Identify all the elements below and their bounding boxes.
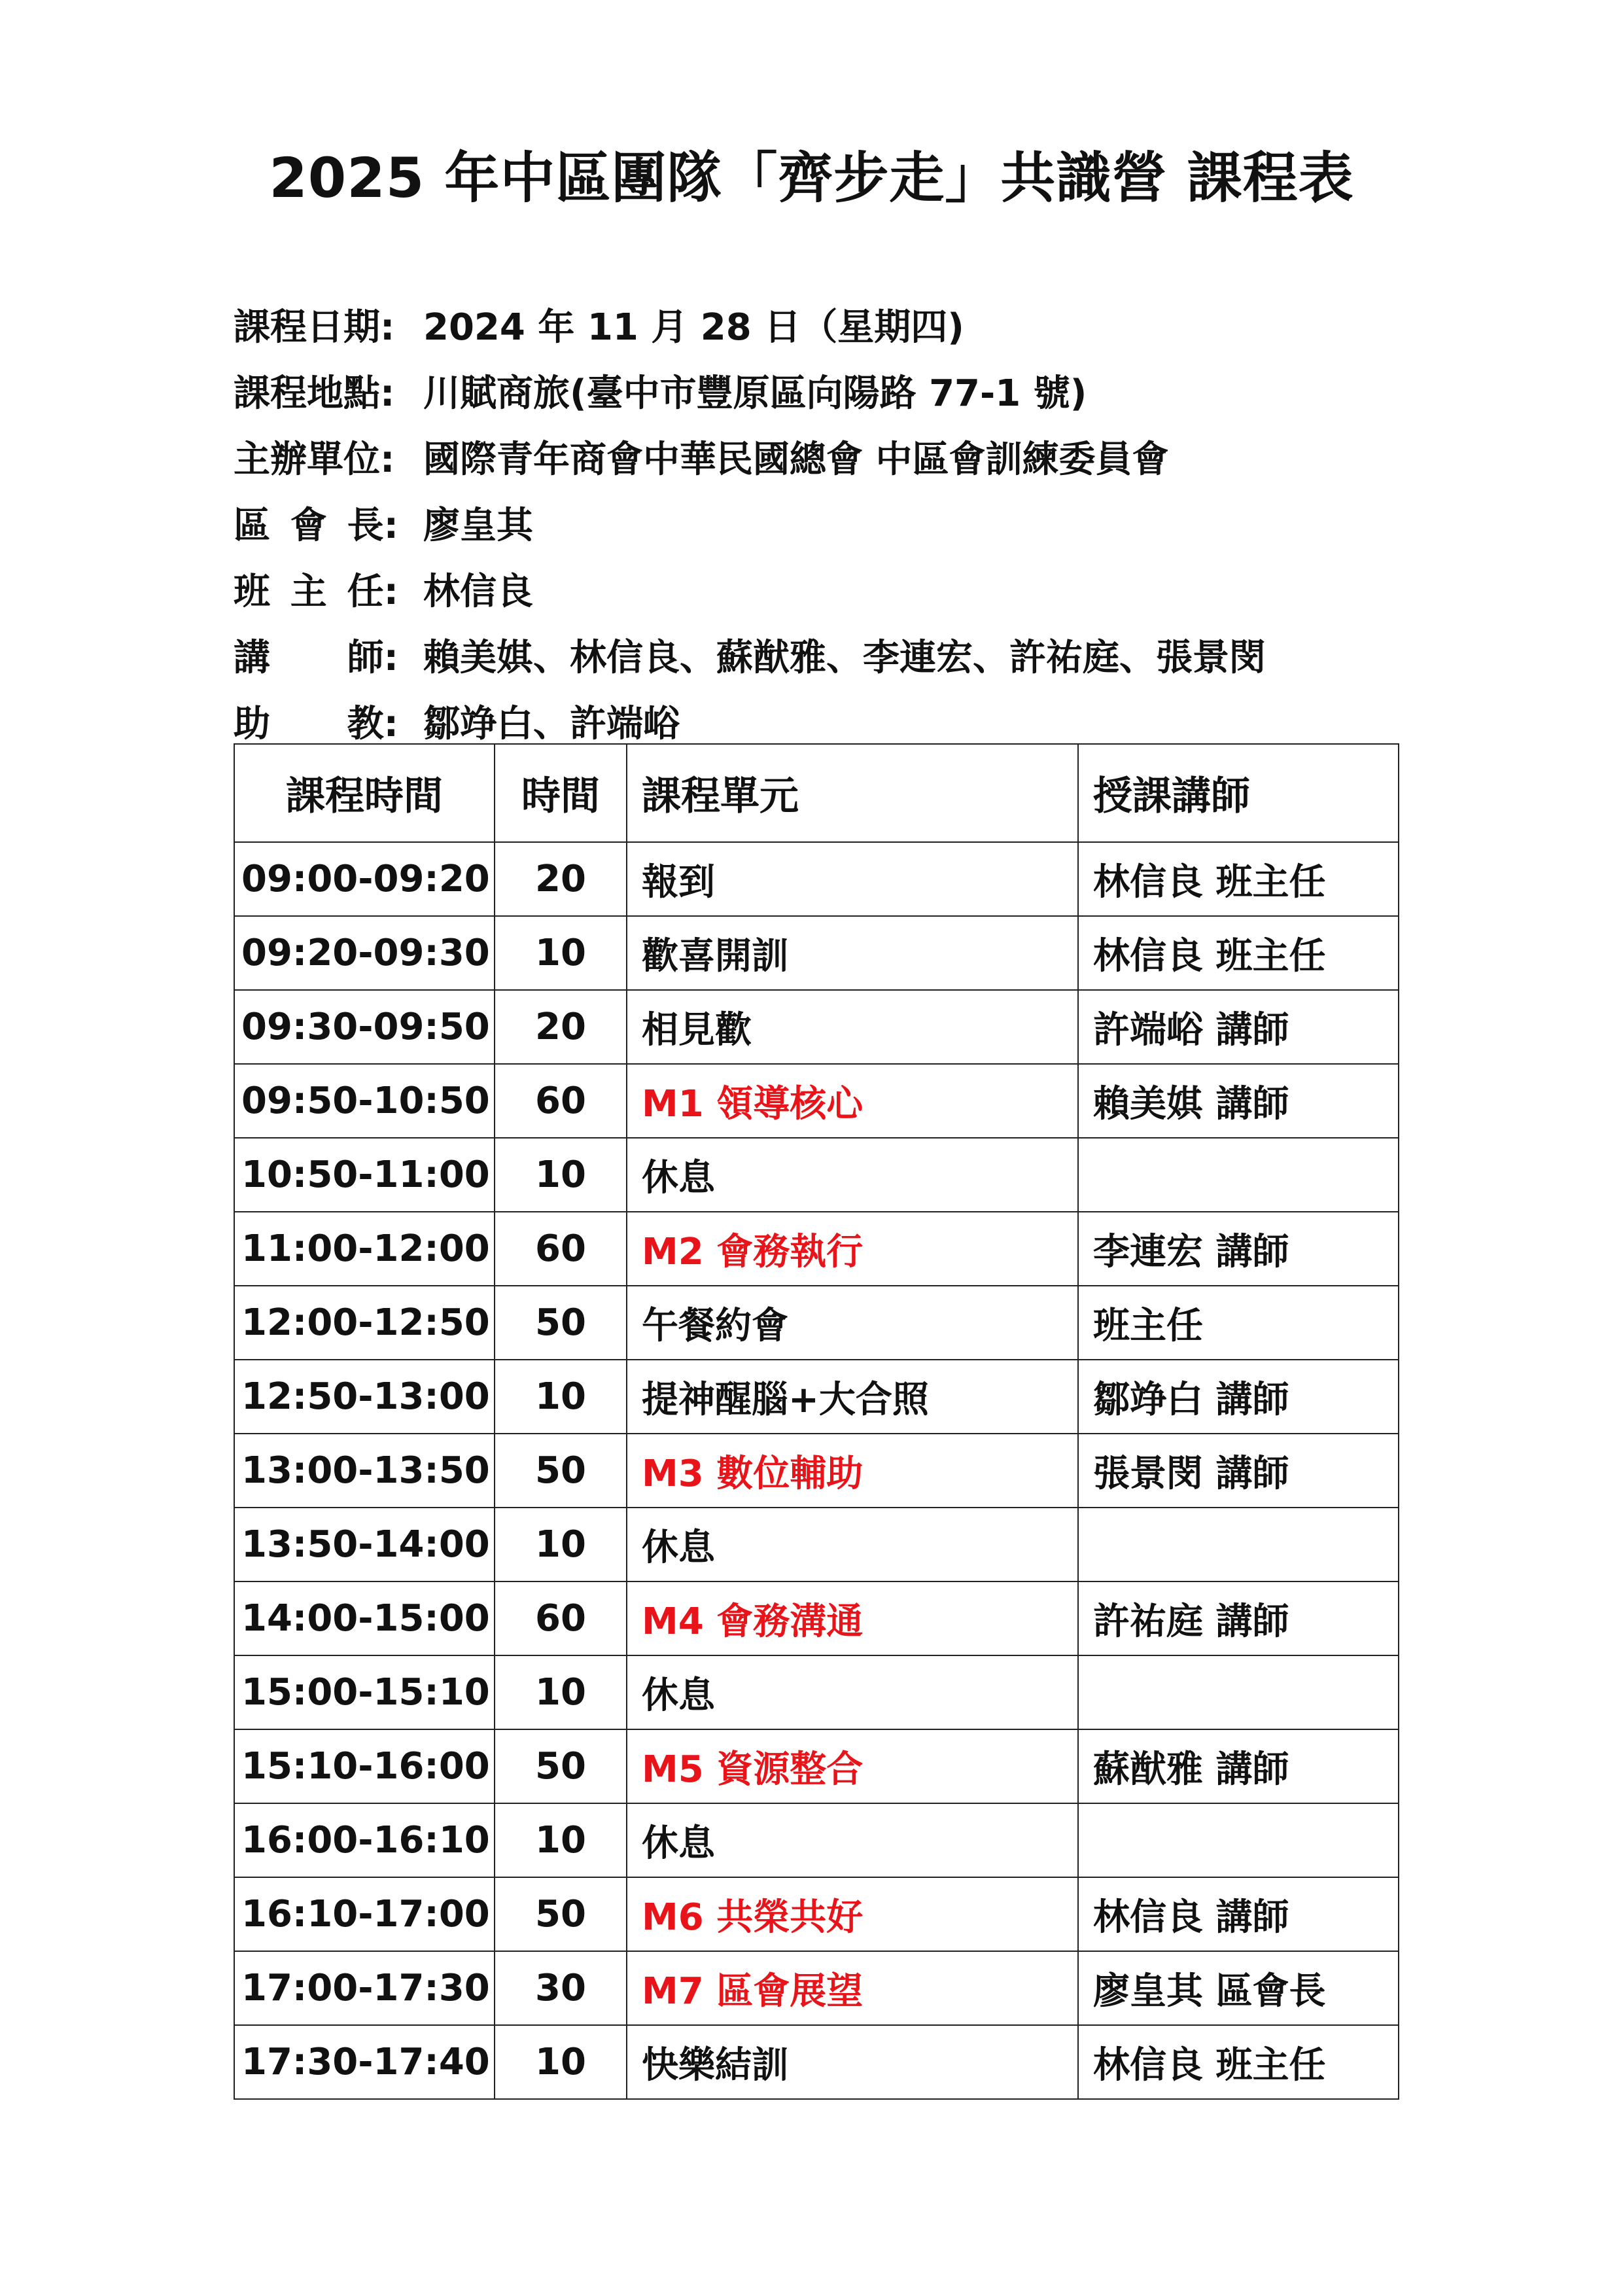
cell-instructor: 許祐庭 講師: [1078, 1581, 1399, 1655]
cell-course-time: 11:00-12:00: [234, 1212, 495, 1286]
table-row: [234, 1064, 1399, 1138]
cell-course-unit: M1 領導核心: [627, 1064, 1078, 1138]
cell-instructor: 林信良 班主任: [1078, 842, 1399, 916]
cell-duration: 10: [495, 916, 627, 990]
cell-course-time: 09:20-09:30: [234, 916, 495, 990]
info-label: [234, 563, 398, 615]
cell-course-unit: M7 區會展望: [627, 1951, 1078, 2025]
cell-course-unit: 歡喜開訓: [627, 916, 1078, 990]
info-label-char: 任:: [347, 570, 398, 613]
cell-duration: 50: [495, 1434, 627, 1508]
table-row: [234, 1951, 1399, 2025]
info-value: 廖皇其: [423, 504, 533, 547]
cell-duration: 20: [495, 990, 627, 1064]
cell-course-unit: 午餐約會: [627, 1286, 1078, 1360]
table-row: [234, 1212, 1399, 1286]
cell-instructor: [1078, 1803, 1399, 1877]
header-duration: 時間: [495, 744, 627, 842]
cell-duration: 20: [495, 842, 627, 916]
cell-duration: 30: [495, 1951, 627, 2025]
page-title: 2025 年中區團隊「齊步走」共識營 課程表: [269, 146, 1354, 210]
info-value: 2024 年 11 月 28 日（星期四): [423, 306, 964, 349]
cell-duration: 10: [495, 2025, 627, 2099]
cell-course-unit: M3 數位輔助: [627, 1434, 1078, 1508]
table-row: [234, 1581, 1399, 1655]
table-row: [234, 1803, 1399, 1877]
cell-course-unit: 相見歡: [627, 990, 1078, 1064]
cell-duration: 60: [495, 1581, 627, 1655]
cell-course-time: 09:00-09:20: [234, 842, 495, 916]
cell-course-unit: 休息: [627, 1655, 1078, 1729]
cell-instructor: 廖皇其 區會長: [1078, 1951, 1399, 2025]
cell-course-unit: M5 資源整合: [627, 1729, 1078, 1803]
info-label-char: 講: [234, 636, 270, 679]
cell-instructor: [1078, 1138, 1399, 1212]
cell-instructor: 蘇猷雅 講師: [1078, 1729, 1399, 1803]
schedule-table: [234, 743, 1399, 2100]
cell-duration: 60: [495, 1212, 627, 1286]
cell-course-unit: M4 會務溝通: [627, 1581, 1078, 1655]
cell-course-time: 14:00-15:00: [234, 1581, 495, 1655]
info-row: [234, 622, 1411, 688]
info-label-char: 主: [290, 570, 327, 613]
cell-course-time: 12:50-13:00: [234, 1360, 495, 1434]
cell-duration: 50: [495, 1286, 627, 1360]
cell-instructor: 賴美娸 講師: [1078, 1064, 1399, 1138]
cell-instructor: 班主任: [1078, 1286, 1399, 1360]
cell-duration: 10: [495, 1655, 627, 1729]
cell-course-time: 16:00-16:10: [234, 1803, 495, 1877]
cell-duration: 10: [495, 1138, 627, 1212]
cell-course-unit: 快樂結訓: [627, 2025, 1078, 2099]
cell-duration: 10: [495, 1360, 627, 1434]
cell-instructor: 許端峪 講師: [1078, 990, 1399, 1064]
cell-instructor: [1078, 1508, 1399, 1581]
info-label-char: 區: [234, 504, 270, 547]
table-row: [234, 1360, 1399, 1434]
info-row: [234, 489, 1411, 556]
cell-course-time: 15:10-16:00: [234, 1729, 495, 1803]
cell-course-unit: 報到: [627, 842, 1078, 916]
info-value: 賴美娸、林信良、蘇猷雅、李連宏、許祐庭、張景閔: [423, 636, 1266, 679]
cell-course-unit: 休息: [627, 1508, 1078, 1581]
cell-duration: 10: [495, 1803, 627, 1877]
table-row: [234, 1508, 1399, 1581]
info-label-char: 班: [234, 570, 270, 613]
cell-course-unit: M6 共榮共好: [627, 1877, 1078, 1951]
table-row: [234, 990, 1399, 1064]
info-value: 川賦商旅(臺中市豐原區向陽路 77-1 號): [423, 372, 1087, 415]
table-row: [234, 1877, 1399, 1951]
info-value: 林信良: [423, 570, 533, 613]
cell-course-unit: 提神醒腦+大合照: [627, 1360, 1078, 1434]
header-course-unit: 課程單元: [627, 744, 1078, 842]
cell-course-time: 13:50-14:00: [234, 1508, 495, 1581]
table-row: [234, 1434, 1399, 1508]
table-row: [234, 2025, 1399, 2099]
cell-instructor: 林信良 講師: [1078, 1877, 1399, 1951]
info-label-char: 長:: [347, 504, 398, 547]
cell-duration: 10: [495, 1508, 627, 1581]
table-row: [234, 916, 1399, 990]
cell-instructor: 林信良 班主任: [1078, 2025, 1399, 2099]
cell-instructor: 林信良 班主任: [1078, 916, 1399, 990]
header-course-time: 課程時間: [234, 744, 495, 842]
cell-instructor: 李連宏 講師: [1078, 1212, 1399, 1286]
header-instructor: 授課講師: [1078, 744, 1399, 842]
cell-course-unit: M2 會務執行: [627, 1212, 1078, 1286]
info-label-char: 會: [290, 504, 327, 547]
table-row: [234, 1138, 1399, 1212]
cell-duration: 60: [495, 1064, 627, 1138]
table-header-row: [234, 744, 1399, 842]
table-row: [234, 1286, 1399, 1360]
cell-course-time: 09:50-10:50: [234, 1064, 495, 1138]
info-label: [234, 497, 398, 549]
info-label: 課程日期:: [234, 306, 395, 349]
info-value: 國際青年商會中華民國總會 中區會訓練委員會: [423, 438, 1169, 481]
info-label: 主辦單位:: [234, 438, 395, 481]
cell-instructor: 鄒竫白 講師: [1078, 1360, 1399, 1434]
cell-course-time: 17:30-17:40: [234, 2025, 495, 2099]
info-row: [234, 357, 1411, 423]
cell-course-time: 13:00-13:50: [234, 1434, 495, 1508]
info-label: [234, 629, 398, 681]
cell-course-time: 09:30-09:50: [234, 990, 495, 1064]
info-label-char: 助: [234, 702, 270, 745]
info-label: 課程地點:: [234, 372, 395, 415]
cell-course-unit: 休息: [627, 1138, 1078, 1212]
table-row: [234, 1729, 1399, 1803]
cell-instructor: [1078, 1655, 1399, 1729]
info-row: [234, 556, 1411, 622]
info-label: [234, 695, 398, 747]
table-row: [234, 842, 1399, 916]
info-row: [234, 423, 1411, 489]
table-row: [234, 1655, 1399, 1729]
cell-duration: 50: [495, 1877, 627, 1951]
info-value: 鄒竫白、許端峪: [423, 702, 680, 745]
info-label-char: 師:: [347, 636, 398, 679]
cell-course-time: 16:10-17:00: [234, 1877, 495, 1951]
cell-course-unit: 休息: [627, 1803, 1078, 1877]
cell-course-time: 12:00-12:50: [234, 1286, 495, 1360]
cell-duration: 50: [495, 1729, 627, 1803]
info-row: [234, 291, 1411, 357]
course-info: [234, 291, 1411, 754]
cell-course-time: 10:50-11:00: [234, 1138, 495, 1212]
cell-instructor: 張景閔 講師: [1078, 1434, 1399, 1508]
info-label-char: 教:: [347, 702, 398, 745]
schedule-body: [234, 842, 1399, 2099]
cell-course-time: 17:00-17:30: [234, 1951, 495, 2025]
cell-course-time: 15:00-15:10: [234, 1655, 495, 1729]
